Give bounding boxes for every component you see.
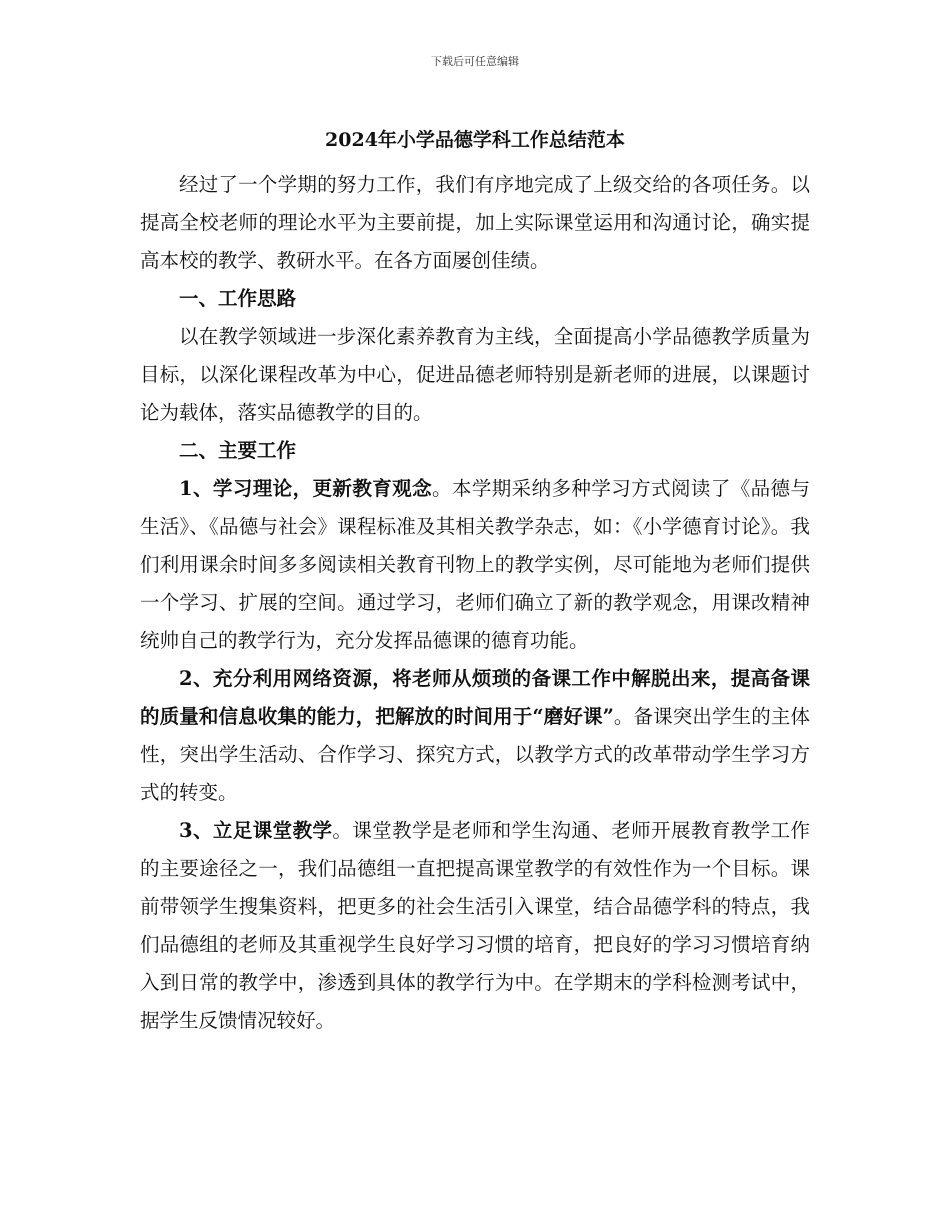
document-body <box>140 166 810 1040</box>
item-1-lead: 1、学习理论，更新教育观念 <box>179 477 432 500</box>
section-heading-work-approach: 一、工作思路 <box>179 287 297 310</box>
work-approach-paragraph: 以在教学领域进一步深化素养教育为主线，全面提高小学品德教学质量为目标，以深化课程改革为中心，促进品德老师特别是新老师的进展，以课题讨论为载体，落实品德教学的目的。 <box>140 325 810 424</box>
item-3-paragraph <box>140 812 810 1040</box>
document-title: 2024年小学品德学科工作总结范本 <box>325 129 625 151</box>
item-2-body: 。备课突出学生的主体性，突出学生活动、合作学习、探究方式，以教学方式的改革带动学生学习方式的转变。 <box>140 705 810 804</box>
item-3-lead: 3、立足课堂教学 <box>179 819 333 842</box>
intro-paragraph: 经过了一个学期的努力工作，我们有序地完成了上级交给的各项任务。以提高全校老师的理论水平为主要前提，加上实际课堂运用和沟通讨论，确实提高本校的教学、教研水平。在各方面屡创佳绩。 <box>140 173 810 272</box>
item-1-paragraph <box>140 470 810 660</box>
item-1-body: 。本学期采纳多种学习方式阅读了《品德与生活》、《品德与社会》课程标准及其相关教学杂志，如：《小学德育讨论》。我们利用课余时间多多阅读相关教育刊物上的教学实例，尽可能地为老师们提供一个学习、扩展的空间。通过学习，老师们确立了新的教学观念，用课改精神统帅自己的教学行为，充分发挥品德课的德育功能。 <box>140 477 810 652</box>
section-heading-main-work: 二、主要工作 <box>179 439 297 462</box>
item-3-body: 。课堂教学是老师和学生沟通、老师开展教育教学工作的主要途径之一，我们品德组一直把提高课堂教学的有效性作为一个目标。课前带领学生搜集资料，把更多的社会生活引入课堂，结合品德学科的特点，我们品德组的老师及其重视学生良好学习习惯的培育，把良好的学习习惯培育纳入到日常的教学中，渗透到具体的教学行为中。在学期末的学科检测考试中，据学生反馈情况较好。 <box>140 819 810 1032</box>
page-header-note: 下载后可任意编辑 <box>431 55 519 68</box>
item-2-lead: 2、充分利用网络资源，将老师从烦琐的备课工作中解脱出来，提高备课的质量和信息收集的能力，把解放的时间用于“磨好课” <box>140 667 810 728</box>
item-2-paragraph <box>140 660 810 812</box>
